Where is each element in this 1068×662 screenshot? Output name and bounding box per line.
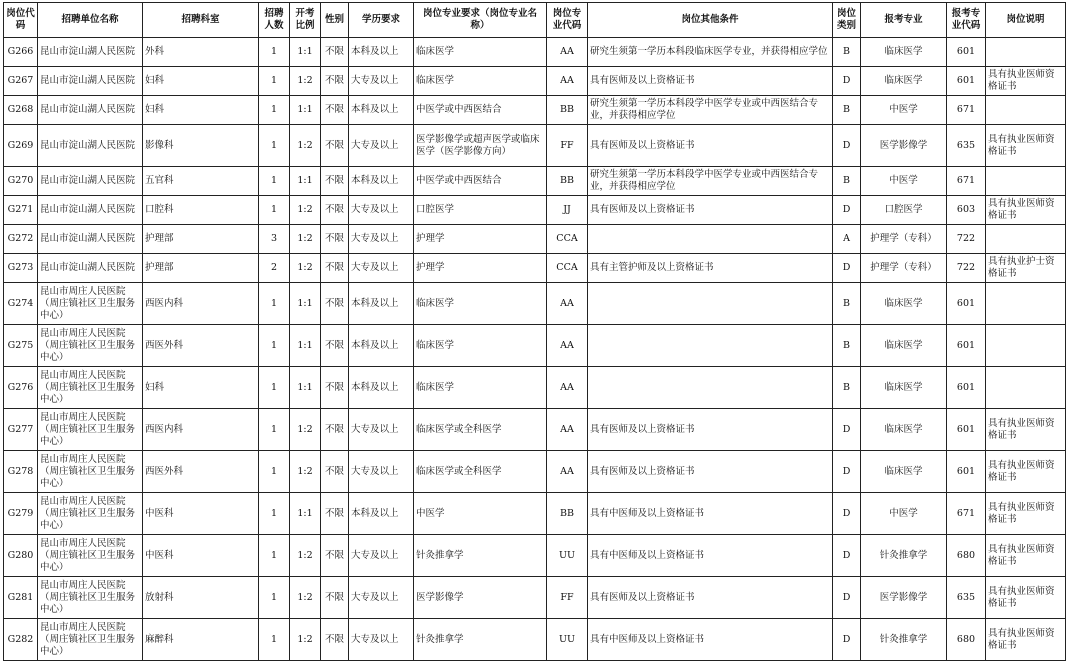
cell-position-category: B	[833, 96, 861, 125]
cell-unit-name: 昆山市淀山湖人民医院	[38, 167, 143, 196]
cell-unit-name: 昆山市淀山湖人民医院	[38, 38, 143, 67]
header-education: 学历要求	[349, 3, 414, 38]
table-row	[4, 254, 1066, 283]
cell-exam-ratio: 1:2	[290, 451, 321, 493]
cell-position-notes	[986, 96, 1066, 125]
cell-major-requirement: 针灸推拿学	[414, 535, 547, 577]
cell-exam-major: 护理学（专科）	[861, 225, 947, 254]
cell-position-category: D	[833, 67, 861, 96]
cell-headcount: 1	[259, 619, 290, 661]
cell-headcount: 1	[259, 409, 290, 451]
table-row	[4, 167, 1066, 196]
cell-position-category: D	[833, 535, 861, 577]
cell-major-code: BB	[547, 96, 588, 125]
cell-headcount: 2	[259, 254, 290, 283]
cell-exam-major: 临床医学	[861, 451, 947, 493]
cell-education: 本科及以上	[349, 38, 414, 67]
cell-headcount: 1	[259, 283, 290, 325]
cell-exam-ratio: 1:2	[290, 577, 321, 619]
cell-exam-ratio: 1:1	[290, 38, 321, 67]
cell-position-notes: 具有执业医师资格证书	[986, 577, 1066, 619]
cell-department: 中医科	[143, 493, 259, 535]
cell-position-category: D	[833, 619, 861, 661]
cell-major-requirement: 医学影像学或超声医学或临床医学（医学影像方向）	[414, 125, 547, 167]
cell-department: 影像科	[143, 125, 259, 167]
cell-exam-ratio: 1:2	[290, 535, 321, 577]
table-row	[4, 96, 1066, 125]
cell-headcount: 3	[259, 225, 290, 254]
cell-headcount: 1	[259, 535, 290, 577]
cell-unit-name: 昆山市淀山湖人民医院	[38, 225, 143, 254]
cell-exam-major: 临床医学	[861, 325, 947, 367]
cell-gender: 不限	[321, 225, 349, 254]
cell-headcount: 1	[259, 125, 290, 167]
table-row	[4, 577, 1066, 619]
cell-education: 大专及以上	[349, 577, 414, 619]
cell-other-conditions: 具有中医师及以上资格证书	[588, 493, 833, 535]
cell-exam-ratio: 1:1	[290, 367, 321, 409]
cell-major-requirement: 中医学或中西医结合	[414, 96, 547, 125]
cell-department: 放射科	[143, 577, 259, 619]
cell-headcount: 1	[259, 67, 290, 96]
cell-exam-major-code: 680	[947, 619, 986, 661]
cell-exam-ratio: 1:2	[290, 619, 321, 661]
cell-education: 大专及以上	[349, 125, 414, 167]
cell-exam-major: 医学影像学	[861, 577, 947, 619]
cell-position-category: B	[833, 283, 861, 325]
cell-exam-ratio: 1:1	[290, 493, 321, 535]
cell-position-category: D	[833, 254, 861, 283]
cell-position-notes: 具有执业医师资格证书	[986, 535, 1066, 577]
cell-gender: 不限	[321, 67, 349, 96]
cell-other-conditions: 具有医师及以上资格证书	[588, 409, 833, 451]
cell-major-code: AA	[547, 283, 588, 325]
cell-exam-major-code: 601	[947, 67, 986, 96]
cell-exam-major-code: 671	[947, 96, 986, 125]
cell-department: 中医科	[143, 535, 259, 577]
cell-exam-major: 临床医学	[861, 283, 947, 325]
cell-headcount: 1	[259, 493, 290, 535]
cell-exam-major: 口腔医学	[861, 196, 947, 225]
cell-major-requirement: 临床医学	[414, 283, 547, 325]
cell-gender: 不限	[321, 167, 349, 196]
cell-exam-major-code: 601	[947, 451, 986, 493]
cell-exam-ratio: 1:2	[290, 254, 321, 283]
cell-exam-major-code: 603	[947, 196, 986, 225]
cell-department: 妇科	[143, 367, 259, 409]
cell-department: 麻醉科	[143, 619, 259, 661]
cell-unit-name: 昆山市周庄人民医院（周庄镇社区卫生服务中心）	[38, 535, 143, 577]
cell-major-requirement: 临床医学	[414, 367, 547, 409]
cell-major-requirement: 临床医学	[414, 325, 547, 367]
cell-position-notes	[986, 367, 1066, 409]
cell-exam-major-code: 671	[947, 493, 986, 535]
cell-unit-name: 昆山市周庄人民医院（周庄镇社区卫生服务中心）	[38, 283, 143, 325]
cell-gender: 不限	[321, 125, 349, 167]
header-gender: 性别	[321, 3, 349, 38]
cell-department: 西医内科	[143, 283, 259, 325]
cell-position-code: G269	[4, 125, 38, 167]
cell-other-conditions: 具有医师及以上资格证书	[588, 196, 833, 225]
cell-major-requirement: 护理学	[414, 225, 547, 254]
cell-gender: 不限	[321, 619, 349, 661]
cell-major-code: CCA	[547, 254, 588, 283]
cell-unit-name: 昆山市周庄人民医院（周庄镇社区卫生服务中心）	[38, 367, 143, 409]
cell-headcount: 1	[259, 577, 290, 619]
header-row	[4, 3, 1066, 38]
cell-exam-ratio: 1:2	[290, 225, 321, 254]
header-major-code: 岗位专业代码	[547, 3, 588, 38]
cell-exam-major: 针灸推拿学	[861, 619, 947, 661]
table-row	[4, 493, 1066, 535]
cell-position-notes: 具有执业护士资格证书	[986, 254, 1066, 283]
cell-major-code: AA	[547, 67, 588, 96]
cell-position-category: D	[833, 451, 861, 493]
cell-position-code: G274	[4, 283, 38, 325]
cell-position-notes: 具有执业医师资格证书	[986, 409, 1066, 451]
cell-headcount: 1	[259, 325, 290, 367]
cell-gender: 不限	[321, 196, 349, 225]
cell-exam-major: 中医学	[861, 493, 947, 535]
cell-department: 护理部	[143, 254, 259, 283]
cell-unit-name: 昆山市淀山湖人民医院	[38, 254, 143, 283]
cell-position-notes: 具有执业医师资格证书	[986, 125, 1066, 167]
cell-position-category: B	[833, 325, 861, 367]
cell-position-code: G276	[4, 367, 38, 409]
cell-other-conditions: 研究生须第一学历本科段学中医学专业或中西医结合专业，并获得相应学位	[588, 167, 833, 196]
cell-unit-name: 昆山市淀山湖人民医院	[38, 96, 143, 125]
cell-exam-major: 临床医学	[861, 38, 947, 67]
cell-gender: 不限	[321, 577, 349, 619]
cell-position-category: D	[833, 409, 861, 451]
cell-education: 大专及以上	[349, 409, 414, 451]
cell-headcount: 1	[259, 167, 290, 196]
cell-position-code: G271	[4, 196, 38, 225]
cell-major-requirement: 临床医学	[414, 67, 547, 96]
cell-other-conditions: 具有医师及以上资格证书	[588, 577, 833, 619]
cell-position-code: G275	[4, 325, 38, 367]
cell-position-category: D	[833, 493, 861, 535]
cell-exam-major: 中医学	[861, 167, 947, 196]
cell-gender: 不限	[321, 96, 349, 125]
cell-exam-major: 医学影像学	[861, 125, 947, 167]
cell-other-conditions	[588, 225, 833, 254]
cell-other-conditions	[588, 325, 833, 367]
cell-major-requirement: 医学影像学	[414, 577, 547, 619]
cell-department: 五官科	[143, 167, 259, 196]
table-row	[4, 367, 1066, 409]
cell-major-requirement: 临床医学	[414, 38, 547, 67]
cell-other-conditions: 具有主管护师及以上资格证书	[588, 254, 833, 283]
cell-major-requirement: 临床医学或全科医学	[414, 451, 547, 493]
cell-education: 大专及以上	[349, 67, 414, 96]
cell-major-requirement: 中医学或中西医结合	[414, 167, 547, 196]
header-exam-major: 报考专业	[861, 3, 947, 38]
cell-exam-ratio: 1:2	[290, 67, 321, 96]
table-row	[4, 67, 1066, 96]
table-row	[4, 225, 1066, 254]
cell-department: 西医外科	[143, 325, 259, 367]
cell-exam-major-code: 601	[947, 367, 986, 409]
cell-position-category: B	[833, 167, 861, 196]
cell-position-notes	[986, 225, 1066, 254]
cell-unit-name: 昆山市周庄人民医院（周庄镇社区卫生服务中心）	[38, 493, 143, 535]
cell-education: 大专及以上	[349, 451, 414, 493]
cell-exam-major-code: 635	[947, 577, 986, 619]
cell-other-conditions: 研究生须第一学历本科段学中医学专业或中西医结合专业，并获得相应学位	[588, 96, 833, 125]
cell-education: 大专及以上	[349, 535, 414, 577]
cell-exam-major: 针灸推拿学	[861, 535, 947, 577]
header-position-code: 岗位代码	[4, 3, 38, 38]
cell-department: 外科	[143, 38, 259, 67]
cell-exam-major-code: 722	[947, 254, 986, 283]
cell-education: 大专及以上	[349, 254, 414, 283]
cell-major-requirement: 护理学	[414, 254, 547, 283]
cell-position-notes	[986, 38, 1066, 67]
cell-unit-name: 昆山市淀山湖人民医院	[38, 125, 143, 167]
cell-major-requirement: 针灸推拿学	[414, 619, 547, 661]
cell-department: 妇科	[143, 67, 259, 96]
cell-unit-name: 昆山市周庄人民医院（周庄镇社区卫生服务中心）	[38, 577, 143, 619]
cell-position-notes: 具有执业医师资格证书	[986, 196, 1066, 225]
cell-education: 本科及以上	[349, 325, 414, 367]
cell-position-notes	[986, 167, 1066, 196]
cell-position-notes	[986, 325, 1066, 367]
cell-exam-ratio: 1:2	[290, 196, 321, 225]
cell-education: 本科及以上	[349, 283, 414, 325]
table-row	[4, 38, 1066, 67]
cell-position-code: G282	[4, 619, 38, 661]
cell-position-category: A	[833, 225, 861, 254]
header-department: 招聘科室	[143, 3, 259, 38]
cell-exam-major-code: 671	[947, 167, 986, 196]
cell-exam-ratio: 1:2	[290, 125, 321, 167]
cell-exam-major-code: 601	[947, 38, 986, 67]
cell-exam-major-code: 601	[947, 283, 986, 325]
table-row	[4, 535, 1066, 577]
cell-gender: 不限	[321, 535, 349, 577]
cell-major-code: FF	[547, 125, 588, 167]
recruitment-table	[3, 2, 1066, 661]
cell-headcount: 1	[259, 451, 290, 493]
cell-headcount: 1	[259, 38, 290, 67]
cell-major-code: BB	[547, 493, 588, 535]
cell-position-code: G278	[4, 451, 38, 493]
cell-position-code: G273	[4, 254, 38, 283]
cell-gender: 不限	[321, 409, 349, 451]
cell-exam-ratio: 1:2	[290, 409, 321, 451]
cell-position-notes: 具有执业医师资格证书	[986, 493, 1066, 535]
cell-education: 本科及以上	[349, 367, 414, 409]
cell-gender: 不限	[321, 283, 349, 325]
cell-gender: 不限	[321, 451, 349, 493]
cell-exam-ratio: 1:1	[290, 96, 321, 125]
cell-other-conditions	[588, 367, 833, 409]
cell-position-code: G267	[4, 67, 38, 96]
header-unit-name: 招聘单位名称	[38, 3, 143, 38]
cell-position-category: D	[833, 196, 861, 225]
cell-major-code: UU	[547, 535, 588, 577]
table-row	[4, 196, 1066, 225]
cell-education: 大专及以上	[349, 619, 414, 661]
cell-exam-major: 护理学（专科）	[861, 254, 947, 283]
cell-position-notes: 具有执业医师资格证书	[986, 619, 1066, 661]
cell-department: 妇科	[143, 96, 259, 125]
cell-unit-name: 昆山市周庄人民医院（周庄镇社区卫生服务中心）	[38, 451, 143, 493]
cell-position-code: G277	[4, 409, 38, 451]
cell-exam-major: 中医学	[861, 96, 947, 125]
cell-major-code: AA	[547, 409, 588, 451]
cell-major-code: BB	[547, 167, 588, 196]
cell-major-code: AA	[547, 325, 588, 367]
cell-education: 大专及以上	[349, 196, 414, 225]
table-row	[4, 125, 1066, 167]
cell-other-conditions	[588, 283, 833, 325]
cell-unit-name: 昆山市周庄人民医院（周庄镇社区卫生服务中心）	[38, 409, 143, 451]
cell-education: 本科及以上	[349, 167, 414, 196]
cell-department: 西医内科	[143, 409, 259, 451]
cell-other-conditions: 研究生须第一学历本科段临床医学专业，并获得相应学位	[588, 38, 833, 67]
cell-position-notes	[986, 283, 1066, 325]
cell-unit-name: 昆山市周庄人民医院（周庄镇社区卫生服务中心）	[38, 325, 143, 367]
cell-other-conditions: 具有医师及以上资格证书	[588, 451, 833, 493]
cell-education: 大专及以上	[349, 225, 414, 254]
cell-gender: 不限	[321, 325, 349, 367]
cell-headcount: 1	[259, 96, 290, 125]
cell-other-conditions: 具有医师及以上资格证书	[588, 125, 833, 167]
cell-exam-major-code: 601	[947, 409, 986, 451]
table-row	[4, 283, 1066, 325]
cell-exam-major-code: 680	[947, 535, 986, 577]
cell-major-code: AA	[547, 367, 588, 409]
cell-major-code: FF	[547, 577, 588, 619]
cell-exam-major: 临床医学	[861, 67, 947, 96]
cell-exam-major-code: 722	[947, 225, 986, 254]
cell-major-code: CCA	[547, 225, 588, 254]
header-exam-major-code: 报考专业代码	[947, 3, 986, 38]
cell-headcount: 1	[259, 196, 290, 225]
cell-unit-name: 昆山市淀山湖人民医院	[38, 67, 143, 96]
cell-position-code: G266	[4, 38, 38, 67]
cell-position-code: G280	[4, 535, 38, 577]
header-exam-ratio: 开考比例	[290, 3, 321, 38]
cell-major-code: AA	[547, 451, 588, 493]
table-row	[4, 619, 1066, 661]
cell-department: 护理部	[143, 225, 259, 254]
cell-major-requirement: 中医学	[414, 493, 547, 535]
cell-position-notes: 具有执业医师资格证书	[986, 67, 1066, 96]
header-position-notes: 岗位说明	[986, 3, 1066, 38]
cell-exam-ratio: 1:1	[290, 325, 321, 367]
cell-exam-major-code: 601	[947, 325, 986, 367]
header-major-requirement: 岗位专业要求（岗位专业名称）	[414, 3, 547, 38]
cell-gender: 不限	[321, 367, 349, 409]
cell-department: 口腔科	[143, 196, 259, 225]
cell-position-code: G270	[4, 167, 38, 196]
cell-position-code: G268	[4, 96, 38, 125]
cell-exam-ratio: 1:1	[290, 283, 321, 325]
cell-major-code: AA	[547, 38, 588, 67]
cell-headcount: 1	[259, 367, 290, 409]
cell-gender: 不限	[321, 38, 349, 67]
header-other-conditions: 岗位其他条件	[588, 3, 833, 38]
cell-exam-major: 临床医学	[861, 367, 947, 409]
cell-other-conditions: 具有中医师及以上资格证书	[588, 619, 833, 661]
cell-position-code: G279	[4, 493, 38, 535]
cell-unit-name: 昆山市周庄人民医院（周庄镇社区卫生服务中心）	[38, 619, 143, 661]
cell-position-category: B	[833, 38, 861, 67]
cell-position-code: G281	[4, 577, 38, 619]
cell-exam-major-code: 635	[947, 125, 986, 167]
cell-major-code: JJ	[547, 196, 588, 225]
header-headcount: 招聘人数	[259, 3, 290, 38]
table-row	[4, 451, 1066, 493]
cell-position-category: D	[833, 577, 861, 619]
cell-position-category: D	[833, 125, 861, 167]
header-position-category: 岗位类别	[833, 3, 861, 38]
cell-position-notes: 具有执业医师资格证书	[986, 451, 1066, 493]
cell-exam-ratio: 1:1	[290, 167, 321, 196]
cell-unit-name: 昆山市淀山湖人民医院	[38, 196, 143, 225]
table-row	[4, 325, 1066, 367]
cell-other-conditions: 具有医师及以上资格证书	[588, 67, 833, 96]
cell-position-category: B	[833, 367, 861, 409]
cell-gender: 不限	[321, 254, 349, 283]
cell-major-code: UU	[547, 619, 588, 661]
cell-education: 本科及以上	[349, 493, 414, 535]
cell-major-requirement: 口腔医学	[414, 196, 547, 225]
cell-education: 本科及以上	[349, 96, 414, 125]
cell-position-code: G272	[4, 225, 38, 254]
cell-exam-major: 临床医学	[861, 409, 947, 451]
cell-major-requirement: 临床医学或全科医学	[414, 409, 547, 451]
cell-department: 西医外科	[143, 451, 259, 493]
cell-other-conditions: 具有中医师及以上资格证书	[588, 535, 833, 577]
cell-gender: 不限	[321, 493, 349, 535]
table-row	[4, 409, 1066, 451]
